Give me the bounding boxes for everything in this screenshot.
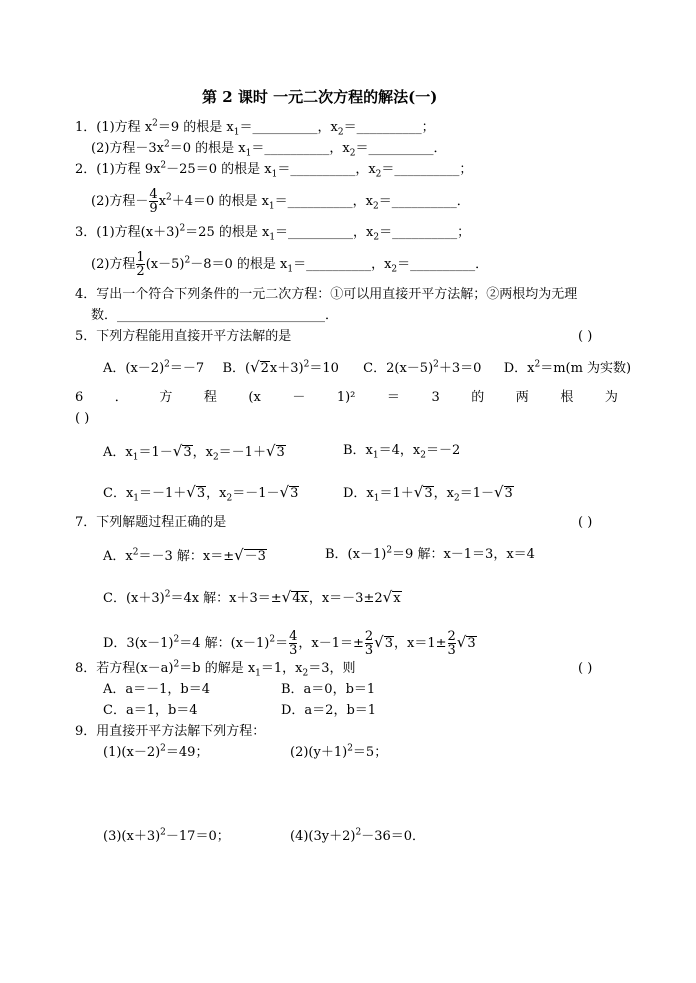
q6-answer-paren: ( ) <box>75 411 90 426</box>
q9-problem-3: $(3)(x+3)^2-17=0$； <box>103 827 230 844</box>
q4-line1: 4．写出一个符合下列条件的一元二次方程：①可以用直接开平方法解；②两根均为无理 <box>75 287 578 302</box>
q5-stem: 5．下列方程能用直接开平方法解的是 <box>75 329 292 344</box>
q2-part1: 2．(1)方程 $9x^2-25=0$ 的根是 $x_1=\_\_\_\_\_\_\_\_\_\_$，$x_2=\_\_\_\_\_\_\_\_\_\_$； <box>75 160 473 180</box>
q8-option-c: C．a＝1，b＝4 <box>103 703 198 718</box>
q6-stem: 6 ． 方 程 (x － 1)² ＝ 3 的 两 根 为 <box>75 390 618 405</box>
fraction: $\frac{1}{2}$ <box>136 250 145 279</box>
q6-option-c: C．$x_1=-1+√3$，$x_2=-1-√3$ <box>103 483 299 504</box>
q7-option-a: A．$x^2=-3$ 解：x＝±√－3 <box>103 546 266 564</box>
q3-part1: 3．(1)方程$(x+3)^2=25$ 的根是 $x_1=\_\_\_\_\_\_\_\_\_\_$，$x_2=\_\_\_\_\_\_\_\_\_\_$； <box>75 223 471 243</box>
q5-option-c: C．$2(x-5)^2+3=0$ <box>363 359 482 376</box>
q9-problem-2: $(2)(y+1)^2=5$； <box>290 743 388 760</box>
q7-answer-paren: ( ) <box>578 515 593 530</box>
fraction: $\frac{2}{3}$ <box>447 629 456 658</box>
q6-option-b: B．$x_1=4$，$x_2=-2$ <box>343 443 461 461</box>
q5-option-d: D．$x^2=m(m$ 为实数) <box>503 359 632 376</box>
q5-option-b: B．$(√2x+3)^2=10$ <box>222 358 339 376</box>
q8-option-a: A．a＝－1，b＝4 <box>103 682 211 697</box>
q8-option-d: D．a＝2，b＝1 <box>281 703 377 718</box>
q6-option-d: D．$x_1=1+√3$，$x_2=1-√3$ <box>343 483 513 504</box>
q8-option-b: B．a＝0，b＝1 <box>281 682 376 697</box>
q7-option-b: B．$(x-1)^2=9$ 解：x－1＝3，x＝4 <box>325 545 535 562</box>
q4-line2: 数．________________________________． <box>91 308 339 323</box>
fraction: $\frac{2}{3}$ <box>364 629 374 658</box>
q6-option-a: A．$x_1=1-√3$，$x_2=-1+√3$ <box>103 442 285 463</box>
q1-part2: (2)方程$-3x^2=0$ 的根是 $x_1=\_\_\_\_\_\_\_\_\_\_$，$x_2=\_\_\_\_\_\_\_\_\_\_$． <box>91 139 447 159</box>
q5-answer-paren: ( ) <box>578 329 593 344</box>
q7-option-d: D．$3(x-1)^2=4$ 解：$(x-1)^2=$ $\frac{4}{3}$ ，x－1＝± $\frac{2}{3}$ √3，x＝1± $\frac{2}{3}$ √3 <box>103 629 476 658</box>
q7-stem: 7．下列解题过程正确的是 <box>75 515 227 530</box>
q9-problem-4: $(4)(3y+2)^2-36=0$． <box>290 827 426 844</box>
page-title: 第 2 课时 一元二次方程的解法(一) <box>202 88 438 106</box>
fraction: $\frac{4}{9}$ <box>149 187 158 216</box>
q5-options <box>103 359 631 377</box>
q9-problem-1: $(1)(x-2)^2=49$； <box>103 743 209 760</box>
fraction: $\frac{4}{3}$ <box>289 629 298 658</box>
q2-part2: (2)方程－ $\frac{4}{9}$ $x^2+4=0$ 的根是 $x_1=\_\_\_\_\_\_\_\_\_\_$，$x_2=\_\_\_\_\_\_\_\_\_\_$． <box>91 187 470 216</box>
q8-answer-paren: ( ) <box>578 661 593 676</box>
q9-stem: 9．用直接开平方法解下列方程： <box>75 724 266 739</box>
q7-option-c: C．$(x+3)^2=4x$ 解：x＋3＝±√4x，x＝－3±2√x <box>103 588 401 606</box>
q5-option-a: A．$(x-2)^2=-7$ <box>103 359 205 376</box>
q1-part1: 1．(1)方程 $x^2=9$ 的根是 $x_1=\_\_\_\_\_\_\_\_\_\_$，$x_2=\_\_\_\_\_\_\_\_\_\_$； <box>75 118 435 138</box>
q8-stem: 8．若方程$(x-a)^2=b$ 的解是 $x_1=1$，$x_2=3$，则 <box>75 659 356 679</box>
q3-part2: (2)方程 $\frac{1}{2}$ $(x-5)^2-8=0$ 的根是 $x_1=\_\_\_\_\_\_\_\_\_\_$，$x_2=\_\_\_\_\_\_\_\_\_\_$． <box>91 250 489 279</box>
